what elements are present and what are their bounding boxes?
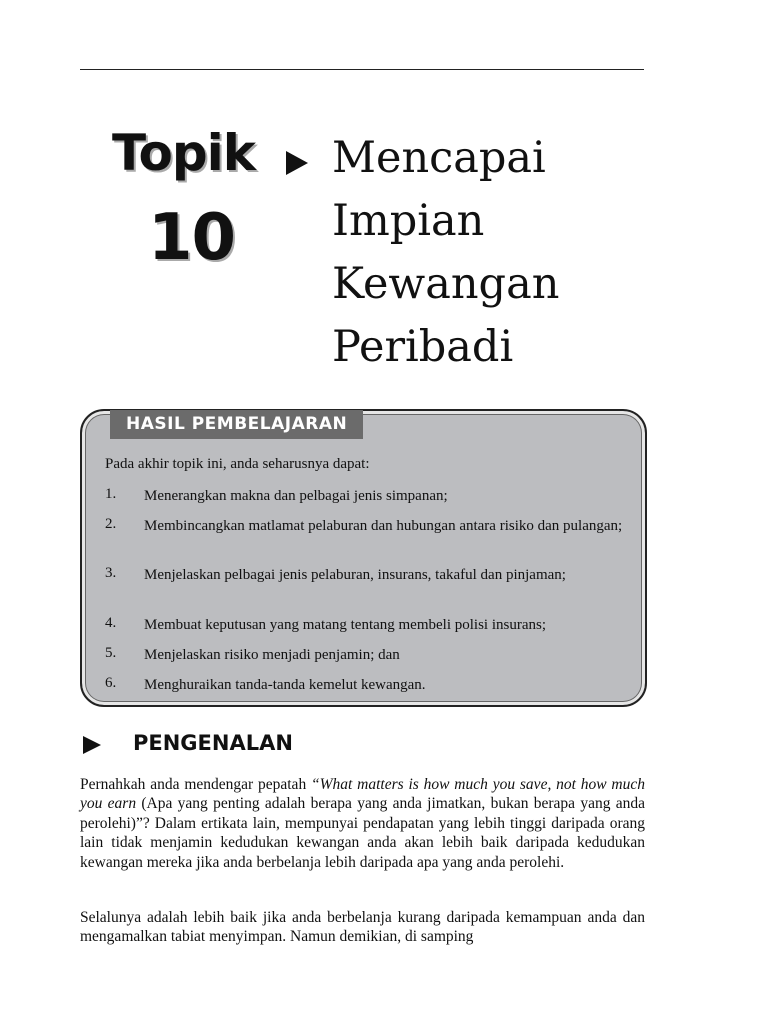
list-item-text: Membincangkan matlamat pelaburan dan hubungan antara risiko dan pulangan; <box>144 518 623 534</box>
list-item-number: 3. <box>105 565 117 581</box>
list-item-text: Membuat keputusan yang matang tentang membeli polisi insurans; <box>144 617 547 633</box>
list-item-number: 4. <box>105 615 117 631</box>
list-item-text: Menjelaskan pelbagai jenis pelaburan, insurans, takaful dan pinjaman; <box>144 567 566 583</box>
list-item-number: 2. <box>105 516 117 532</box>
paragraph <box>80 775 645 872</box>
list-item-text: Menerangkan makna dan pelbagai jenis simpanan; <box>144 488 448 504</box>
topic-label: Topik <box>112 124 255 182</box>
topic-number: 10 <box>148 201 236 275</box>
chapter-title-line: Mencapai <box>332 133 546 183</box>
learning-outcomes-intro: Pada akhir topik ini, anda seharusnya dapat: <box>105 456 370 472</box>
chapter-title-line: Peribadi <box>332 322 514 372</box>
list-item-number: 1. <box>105 486 117 502</box>
right-triangle-icon <box>83 736 101 754</box>
chapter-title-line: Kewangan <box>332 259 560 309</box>
paragraph-rest: (Apa yang penting adalah berapa yang anda jimatkan, bukan berapa yang anda perolehi)”? Dalam ertikata lain, mempunyai pendapatan yang lebih tinggi daripada orang lain tidak menjamin kedudukan kewangan anda akan lebih baik daripada kedudukan kewangan mereka jika anda berbelanja lebih daripada apa yang anda perolehi. <box>80 795 646 871</box>
list-item-text: Menjelaskan risiko menjadi penjamin; dan <box>144 647 400 663</box>
top-rule <box>80 69 644 70</box>
section-title: PENGENALAN <box>133 731 293 755</box>
paragraph: Selalunya adalah lebih baik jika anda berbelanja kurang daripada kemampuan anda dan mengamalkan tabiat menyimpan. Namun demikian, di samping <box>80 909 645 946</box>
right-triangle-icon <box>286 151 308 175</box>
learning-outcomes-title: HASIL PEMBELAJARAN <box>110 410 363 439</box>
chapter-title <box>332 127 559 379</box>
paragraph-quote: “What matters is how much you save, not how much you earn <box>80 776 645 813</box>
chapter-title-line: Impian <box>332 196 485 246</box>
list-item-number: 6. <box>105 675 117 691</box>
list-item-text: Menghuraikan tanda-tanda kemelut kewangan. <box>144 677 426 693</box>
list-item-number: 5. <box>105 645 117 661</box>
paragraph-lead: Pernahkah anda mendengar pepatah <box>80 776 312 793</box>
